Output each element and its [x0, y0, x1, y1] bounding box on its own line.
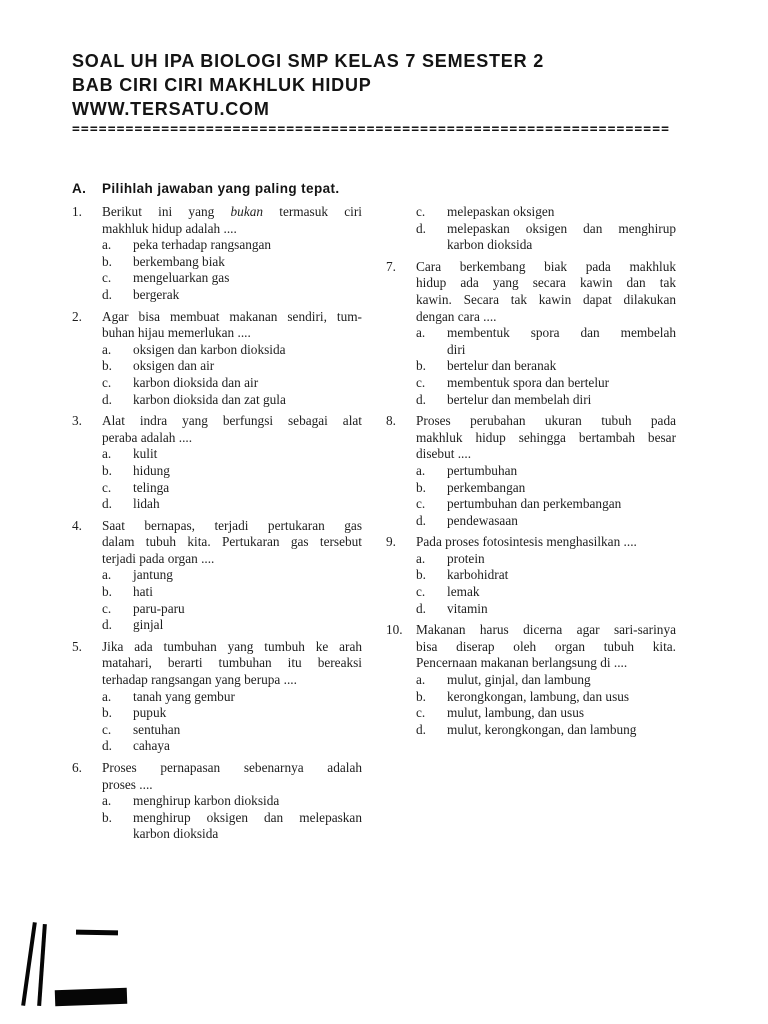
option-text: pupuk	[133, 705, 167, 721]
option-text: bertelur dan beranak	[447, 358, 557, 374]
option-letter: b.	[102, 253, 112, 269]
question-number: 3.	[72, 413, 82, 429]
document-header	[72, 49, 692, 138]
option-letter: b.	[102, 584, 112, 600]
option-d	[102, 392, 362, 409]
option-letter: c.	[102, 721, 112, 737]
option-letter: b.	[102, 358, 112, 374]
option-letter: c.	[416, 496, 426, 512]
option-d	[416, 513, 676, 530]
option-letter: c.	[416, 374, 426, 390]
option-letter: c.	[102, 600, 112, 616]
option-text: mulut, kerongkongan, dan lambung	[447, 721, 637, 737]
option-letter: a.	[416, 672, 426, 688]
question-text-line: hidup ada yang secara kawin dan tak	[416, 275, 676, 291]
option-text: menghirup karbon dioksida	[133, 793, 280, 809]
question-text-line: makhluk hidup sehingga bertambah besar	[416, 429, 676, 445]
option-b	[102, 584, 362, 601]
question-number: 8.	[386, 413, 396, 429]
option-letter: d.	[416, 391, 426, 407]
question-7	[386, 259, 676, 408]
option-text: hati	[133, 584, 153, 600]
question-text-line: Pada proses fotosintesis menghasilkan ....	[416, 534, 637, 550]
option-text: pertumbuhan	[447, 462, 518, 478]
question-10	[386, 622, 676, 738]
option-text: karbohidrat	[447, 567, 509, 583]
option-text: peka terhadap rangsangan	[133, 237, 272, 253]
question-text-line: kawin. Secara tak kawin dapat dilakukan	[416, 291, 676, 307]
question-1	[72, 204, 362, 304]
option-letter: b.	[416, 358, 426, 374]
question-text-line: Makanan harus dicerna agar sari-sarinya	[416, 622, 676, 638]
scan-artifact	[21, 922, 37, 1006]
question-number: 4.	[72, 517, 82, 533]
question-text-line: Alat indra yang berfungsi sebagai alat	[102, 413, 362, 429]
option-b	[416, 480, 676, 497]
option-text: kulit	[133, 446, 158, 462]
question-text-part: termasuk ciri	[263, 204, 362, 219]
option-text: perkembangan	[447, 479, 526, 495]
question-text-line: dengan cara ....	[416, 308, 497, 324]
header-title-line1: SOAL UH IPA BIOLOGI SMP KELAS 7 SEMESTER 2	[72, 51, 545, 71]
option-text: karbon dioksida dan zat gula	[133, 391, 286, 407]
option-text: mengeluarkan gas	[133, 270, 230, 286]
option-letter: d.	[102, 496, 112, 512]
option-letter: a.	[102, 688, 112, 704]
option-d	[416, 722, 676, 739]
question-text-line: Jika ada tumbuhan yang tumbuh ke arah	[102, 638, 362, 654]
option-letter: c.	[416, 584, 426, 600]
question-8	[386, 413, 676, 529]
option-text: melepaskan oksigen	[447, 204, 555, 219]
option-letter: a.	[416, 325, 426, 341]
question-number: 1.	[72, 204, 82, 219]
option-text: karbon dioksida dan air	[133, 374, 259, 390]
question-text-line: dalam tubuh kita. Pertukaran gas tersebut	[102, 534, 362, 550]
option-text: kerongkongan, lambung, dan usus	[447, 688, 630, 704]
option-text: paru-paru	[133, 600, 185, 616]
option-letter: a.	[416, 462, 426, 478]
option-letter: a.	[102, 446, 112, 462]
option-c	[416, 375, 676, 392]
option-letter: a.	[102, 793, 112, 809]
option-text: protein	[447, 550, 485, 566]
option-text-line: membentuk spora dan membelah	[447, 325, 676, 341]
option-c	[416, 705, 676, 722]
option-text: pertumbuhan dan perkembangan	[447, 496, 622, 512]
separator-line: ===================================================================	[72, 122, 671, 137]
option-letter: d.	[102, 286, 112, 302]
option-a	[416, 463, 676, 480]
question-text-line: Proses pernapasan sebenarnya adalah	[102, 760, 362, 775]
option-c	[416, 204, 676, 221]
option-d	[416, 392, 676, 409]
option-text: oksigen dan karbon dioksida	[133, 341, 286, 357]
option-a	[416, 672, 676, 689]
question-9	[386, 534, 676, 617]
question-5	[72, 639, 362, 755]
option-d	[102, 496, 362, 513]
question-text-line: matahari, berarti tumbuhan itu bereaksi	[102, 655, 362, 671]
option-letter: c.	[416, 705, 426, 721]
option-letter: b.	[102, 809, 112, 825]
question-text-line: Agar bisa membuat makanan sendiri, tum-	[102, 308, 362, 324]
option-letter: d.	[102, 738, 112, 754]
question-number: 5.	[72, 638, 82, 654]
question-text-line: terhadap rangsangan yang berupa ....	[102, 672, 297, 688]
question-2	[72, 309, 362, 409]
option-text	[447, 221, 676, 254]
option-a	[416, 325, 676, 358]
option-c	[102, 601, 362, 618]
question-number: 10.	[386, 622, 403, 638]
option-text: cahaya	[133, 738, 170, 754]
option-letter: d.	[416, 721, 426, 737]
scan-artifact	[37, 924, 47, 1006]
question-text-line: Cara berkembang biak pada makhluk	[416, 258, 676, 274]
option-text: mulut, ginjal, dan lambung	[447, 672, 591, 688]
option-c	[102, 480, 362, 497]
option-c	[416, 496, 676, 513]
question-text-line: Saat bernapas, terjadi pertukaran gas	[102, 517, 362, 533]
option-letter: d.	[416, 512, 426, 528]
scan-artifact	[55, 988, 128, 1007]
question-text-line: bisa diserap oleh organ tubuh kita.	[416, 638, 676, 654]
option-letter: d.	[416, 220, 426, 236]
question-number: 6.	[72, 760, 82, 775]
italic-term: bukan	[230, 204, 264, 219]
section-label: A.	[72, 181, 87, 196]
option-b	[102, 463, 362, 480]
option-d	[102, 617, 362, 634]
question-number-spacer	[386, 204, 416, 254]
option-b	[102, 254, 362, 271]
option-a	[102, 446, 362, 463]
question-text-part: Berikut ini yang	[102, 204, 231, 219]
question-number: 9.	[386, 534, 396, 550]
option-letter: c.	[102, 374, 112, 390]
scan-artifact	[76, 930, 118, 936]
question-text-line	[102, 204, 362, 221]
option-b	[102, 705, 362, 722]
option-text-line: diri	[447, 341, 466, 357]
option-text-line: karbon dioksida	[447, 237, 533, 253]
option-letter: c.	[102, 270, 112, 286]
option-b	[102, 358, 362, 375]
question-text-line: peraba adalah ....	[102, 429, 193, 445]
option-c	[102, 722, 362, 739]
option-b	[102, 810, 362, 843]
option-text: vitamin	[447, 600, 488, 616]
option-letter: b.	[416, 567, 426, 583]
header-website: WWW.TERSATU.COM	[72, 99, 270, 119]
option-text-line: melepaskan oksigen dan menghirup	[447, 220, 676, 236]
option-text: hidung	[133, 462, 170, 478]
question-text-line: disebut ....	[416, 446, 472, 462]
question-6	[72, 760, 362, 843]
option-letter: a.	[416, 550, 426, 566]
option-text	[447, 325, 676, 358]
option-a	[102, 793, 362, 810]
question-text-line: buhan hijau memerlukan ....	[102, 325, 251, 341]
option-text: membentuk spora dan bertelur	[447, 374, 610, 390]
question-6-continuation	[386, 204, 676, 254]
option-text: lemak	[447, 584, 480, 600]
question-number: 2.	[72, 308, 82, 324]
option-letter: b.	[416, 479, 426, 495]
option-text-line: menghirup oksigen dan melepaskan	[133, 809, 362, 825]
option-text: bertelur dan membelah diri	[447, 391, 592, 407]
question-text-line: makhluk hidup adalah ....	[102, 220, 237, 236]
option-letter: d.	[416, 600, 426, 616]
option-d	[416, 601, 676, 618]
question-3	[72, 413, 362, 513]
option-text: telinga	[133, 479, 170, 495]
option-a	[416, 551, 676, 568]
option-text: pendewasaan	[447, 512, 518, 528]
option-text: lidah	[133, 496, 160, 512]
option-letter: b.	[416, 688, 426, 704]
option-d	[416, 221, 676, 254]
option-text: berkembang biak	[133, 253, 225, 269]
option-letter: b.	[102, 462, 112, 478]
section-heading	[72, 180, 340, 197]
option-letter: a.	[102, 567, 112, 583]
option-letter: c.	[102, 479, 112, 495]
option-text: tanah yang gembur	[133, 688, 235, 704]
option-a	[102, 237, 362, 254]
option-letter: a.	[102, 341, 112, 357]
question-text-line: proses ....	[102, 776, 153, 792]
option-c	[416, 584, 676, 601]
option-b	[416, 567, 676, 584]
option-c	[102, 270, 362, 287]
header-title-line2: BAB CIRI CIRI MAKHLUK HIDUP	[72, 75, 372, 95]
option-b	[416, 689, 676, 706]
option-text-line: karbon dioksida	[133, 826, 219, 842]
option-text: ginjal	[133, 617, 164, 633]
option-a	[102, 689, 362, 706]
question-text-line: Proses perubahan ukuran tubuh pada	[416, 413, 676, 429]
question-number: 7.	[386, 258, 396, 274]
left-column	[72, 204, 362, 848]
question-text-line: Pencernaan makanan berlangsung di ....	[416, 655, 628, 671]
option-a	[102, 342, 362, 359]
option-letter: d.	[102, 617, 112, 633]
option-text: sentuhan	[133, 721, 181, 737]
option-text	[133, 810, 362, 843]
right-column	[386, 204, 676, 848]
option-d	[102, 738, 362, 755]
option-text: bergerak	[133, 286, 180, 302]
option-letter: d.	[102, 391, 112, 407]
question-text-line: terjadi pada organ ....	[102, 550, 215, 566]
question-4	[72, 518, 362, 634]
option-letter: a.	[102, 237, 112, 253]
question-columns	[72, 204, 676, 848]
option-d	[102, 287, 362, 304]
option-text: jantung	[133, 567, 173, 583]
section-title: Pilihlah jawaban yang paling tepat.	[102, 181, 340, 196]
option-text: oksigen dan air	[133, 358, 215, 374]
option-a	[102, 567, 362, 584]
option-text: mulut, lambung, dan usus	[447, 705, 585, 721]
option-b	[416, 358, 676, 375]
option-letter: c.	[416, 204, 426, 219]
option-letter: b.	[102, 705, 112, 721]
option-c	[102, 375, 362, 392]
